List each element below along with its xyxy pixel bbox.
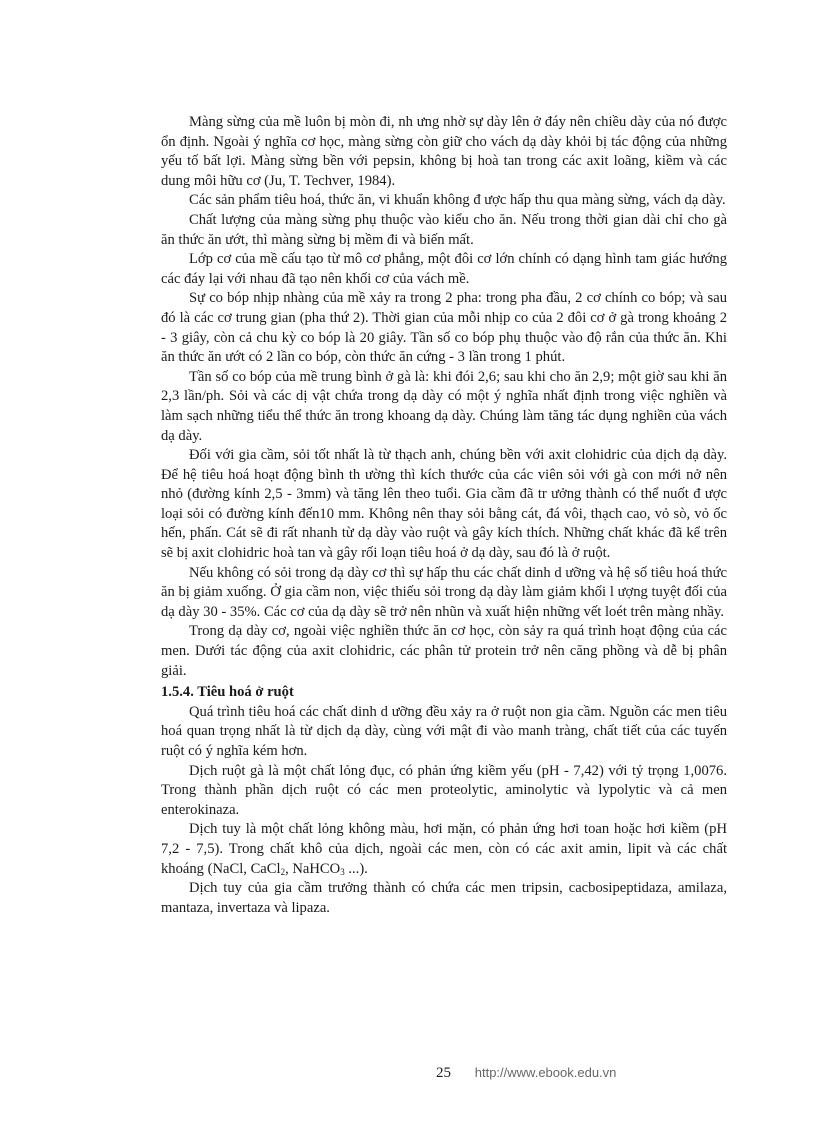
paragraph-3: Chất lượng của màng sừng phụ thuộc vào kiểu cho ăn. Nếu trong thời gian dài chỉ cho gà ăn thức ăn ướt, thì màng sừng bị mềm đi và biến mất. bbox=[161, 211, 727, 248]
paragraph-8: Nếu không có sỏi trong dạ dày cơ thì sự hấp thu các chất dinh d ưỡng và hệ số tiêu hoá thức ăn bị giảm xuống. Ở gia cầm non, việc thiếu sỏi trong dạ dày làm giảm khối l ượng tuyệt đối của dạ dày 30 - 35%. Các cơ của dạ dày sẽ trở nên nhũn và xuất hiện những vết loét trên màng nhầy. bbox=[161, 564, 727, 620]
formula-mid: , NaHCO bbox=[285, 860, 341, 877]
formula-sub-2: 2 bbox=[280, 866, 286, 877]
paragraph-6: Tần số co bóp của mề trung bình ở gà là: khi đói 2,6; sau khi cho ăn 2,9; một giờ sau khi ăn 2,3 lần/ph. Sỏi và các dị vật chứa trong dạ dày có một ý nghĩa nhất định trong việc nghiền và làm sạch những tiểu thể thức ăn trong khoang dạ dày. Chúng làm tăng tác dụng nghiền của vách dạ dày. bbox=[161, 368, 727, 444]
page-body bbox=[161, 113, 727, 918]
paragraph-4: Lớp cơ của mề cấu tạo từ mô cơ phẳng, một đôi cơ lớn chính có dạng hình tam giác hướng các đáy lại với nhau đã tạo nên khối cơ của vách mề. bbox=[161, 251, 727, 287]
paragraph-5: Sự co bóp nhịp nhàng của mề xảy ra trong 2 pha: trong pha đầu, 2 cơ chính co bóp; và sau đó là các cơ trung gian (pha thứ 2). Thời gian của mỗi nhịp co của 2 đôi cơ ở gà trong khoảng 2 - 3 giây, còn cả chu kỳ co bóp là 20 giây. Tần số co bóp phụ thuộc vào độ rắn của thức ăn. Khi ăn thức ăn ướt có 2 lần co bóp, còn thức ăn cứng - 3 lần trong 1 phút. bbox=[161, 290, 727, 366]
formula-tail: ...). bbox=[344, 860, 368, 877]
paragraph-1: Màng sừng của mề luôn bị mòn đi, nh ưng nhờ sự dày lên ở đáy nên chiều dày của nó được ổn định. Ngoài ý nghĩa cơ học, màng sừng còn giữ cho vách dạ dày khỏi bị tác động của những yếu tố bất lợi. Màng sừng bền với pepsin, không bị hoà tan trong các axit loãng, kiềm và các dung môi hữu cơ (Ju, T. Techver, 1984). bbox=[161, 114, 727, 189]
section-heading: 1.5.4. Tiêu hoá ở ruột bbox=[161, 684, 294, 701]
paragraph-9: Trong dạ dày cơ, ngoài việc nghiền thức ăn cơ học, còn sảy ra quá trình hoạt động của các men. Dưới tác động của axit clohidric, các phân tử protein trở nên căng phồng và dễ bị phân giải. bbox=[161, 623, 727, 679]
section-paragraph-2: Dịch ruột gà là một chất lỏng đục, có phản ứng kiềm yếu (pH - 7,42) với tỷ trọng 1,0076. Trong thành phần dịch ruột có các men proteolytic, aminolytic và lypolytic và cả men enterokinaza. bbox=[161, 762, 727, 818]
page-footer bbox=[436, 1065, 616, 1082]
paragraph-7: Đối với gia cầm, sỏi tốt nhất là từ thạch anh, chúng bền với axit clohidric của dịch dạ dày. Để hệ tiêu hoá hoạt động bình th ường thì kích thước của các viên sỏi với gà con mới nở nên nhỏ (đường kính 2,5 - 3mm) và tăng lên theo tuổi. Gia cầm đã tr ưởng thành có thể nuốt đ ược loại sỏi có đường kính đến10 mm. Không nên thay sỏi bằng cát, đá vôi, thạch cao, vỏ sò, vỏ ốc hến, phấn. Cát sẽ đi rất nhanh từ dạ dày vào ruột và gây kích thích. Những chất khác đã kể trên sẽ bị axit clohidric hoà tan và gây rối loạn tiêu hoá ở dạ dày, sau đó là ở ruột. bbox=[161, 447, 727, 562]
section-paragraph-4: Dịch tuy của gia cầm trưởng thành có chứa các men tripsin, cacbosipeptidaza, amilaza, mantaza, invertaza và lipaza. bbox=[161, 880, 727, 916]
paragraph-2: Các sản phẩm tiêu hoá, thức ăn, vi khuẩn không đ ược hấp thu qua màng sừng, vách dạ dày. bbox=[189, 192, 726, 209]
section-paragraph-3-text: Dịch tuy là một chất lỏng không màu, hơi mặn, có phản ứng hơi toan hoặc hơi kiềm (pH 7,2 - 7,5). Trong chất khô của dịch, ngoài các men, còn có các axit amin, lipit và các chất khoáng (NaCl, CaCl bbox=[161, 821, 727, 877]
formula-sub-3: 3 bbox=[340, 866, 345, 877]
footer-url[interactable]: http://www.ebook.edu.vn bbox=[474, 1065, 617, 1080]
section-paragraph-1: Quá trình tiêu hoá các chất dinh d ưỡng đều xảy ra ở ruột non gia cầm. Nguồn các men tiêu hoá quan trọng nhất là từ dịch dạ dày, cùng với mật đi vào manh tràng, chất tiết của các tuyến ruột có ý nghĩa kém hơn. bbox=[161, 703, 727, 759]
page-number: 25 bbox=[436, 1065, 451, 1081]
section-paragraph-3 bbox=[161, 820, 727, 879]
